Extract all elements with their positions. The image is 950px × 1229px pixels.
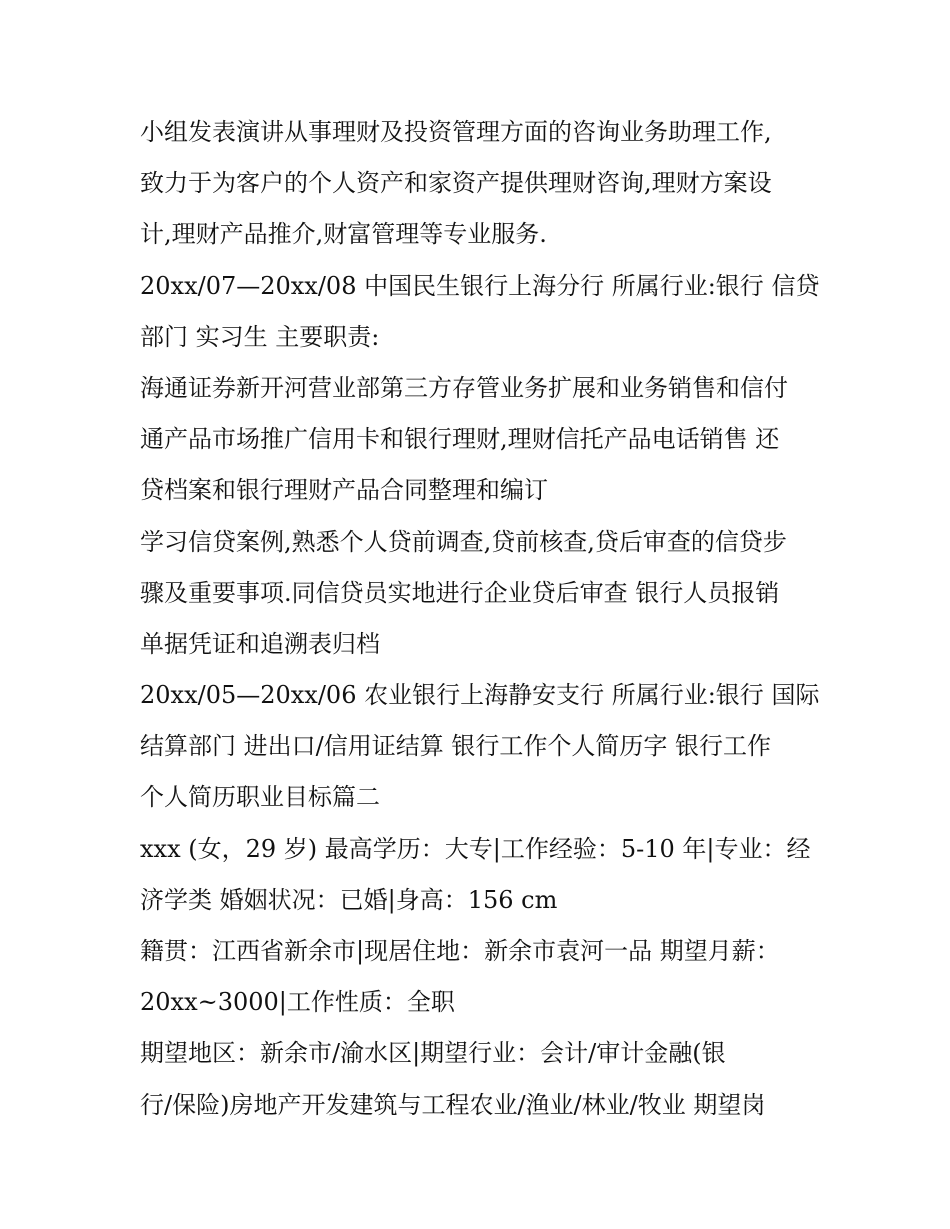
text-line: 行/保险)房地产开发建筑与工程农业/渔业/林业/牧业 期望岗: [140, 1090, 766, 1119]
text-line: 学习信贷案例,熟悉个人贷前调查,贷前核查,贷后审查的信贷步: [140, 527, 787, 556]
text-line: 部门 实习生 主要职责:: [140, 322, 380, 351]
text-line: 个人简历职业目标篇二: [140, 783, 380, 812]
text-line: 20xx/05—20xx/06 农业银行上海静安支行 所属行业:银行 国际: [140, 681, 820, 710]
text-line: 济学类 婚姻状况：已婚|身高：156 cm: [140, 885, 558, 914]
text-line: 单据凭证和追溯表归档: [140, 629, 380, 658]
text-line: 海通证券新开河营业部第三方存管业务扩展和业务销售和信付: [140, 373, 788, 402]
text-line: 结算部门 进出口/信用证结算 银行工作个人简历字 银行工作: [140, 732, 771, 761]
text-line: 20xx/07—20xx/08 中国民生银行上海分行 所属行业:银行 信贷: [140, 271, 820, 300]
text-line: 20xx~3000|工作性质：全职: [140, 988, 455, 1017]
text-line: 计,理财产品推介,财富管理等专业服务.: [140, 220, 547, 249]
text-line: 骤及重要事项.同信贷员实地进行企业贷后审查 银行人员报销: [140, 578, 780, 607]
text-line: 小组发表演讲从事理财及投资管理方面的咨询业务助理工作,: [140, 118, 772, 146]
text-line: 籍贯：江西省新余市|现居住地：新余市袁河一品 期望月薪：: [140, 937, 780, 965]
document-body: [140, 107, 820, 1131]
text-line: 通产品市场推广信用卡和银行理财,理财信托产品电话销售 还: [140, 425, 780, 454]
text-line: 致力于为客户的个人资产和家资产提供理财咨询,理财方案设: [140, 169, 772, 198]
text-line: 贷档案和银行理财产品合同整理和编订: [140, 476, 548, 505]
text-line: xxx (女，29 岁) 最高学历：大专|工作经验：5-10 年|专业：经: [140, 834, 811, 863]
text-line: 期望地区：新余市/渝水区|期望行业：会计/审计金融(银: [140, 1039, 726, 1068]
